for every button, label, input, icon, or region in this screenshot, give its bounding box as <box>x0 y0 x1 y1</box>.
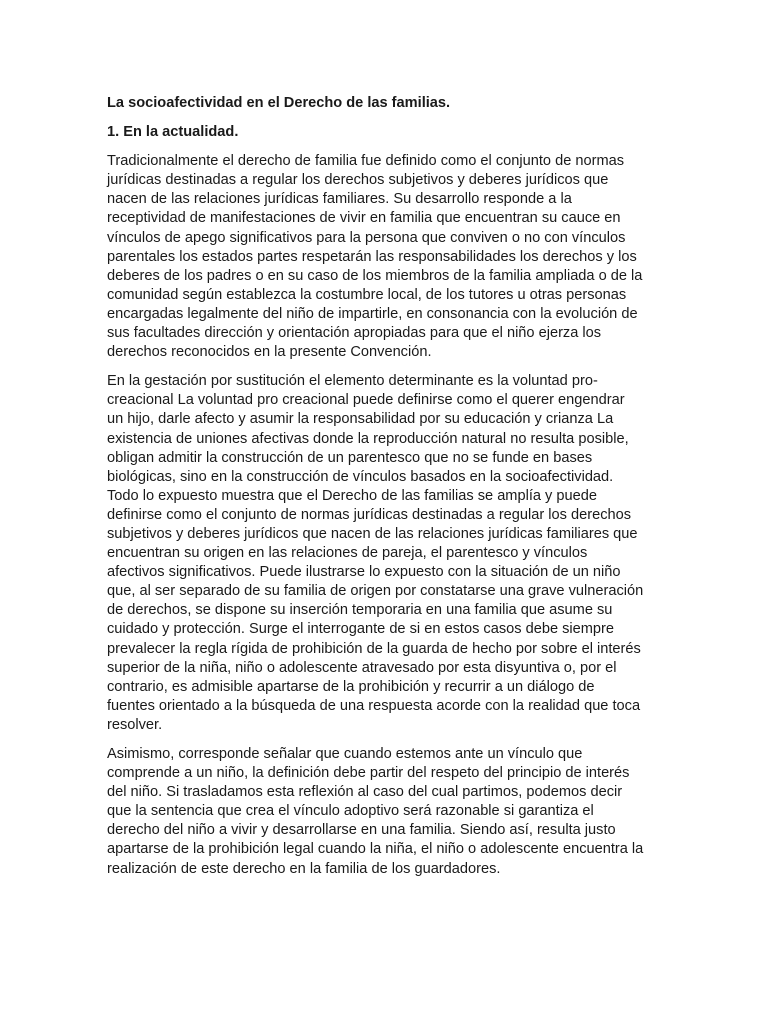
paragraph <box>107 745 663 879</box>
paragraph-line: sus facultades dirección y orientación apropiadas para que el niño ejerza los <box>107 325 602 342</box>
paragraph-line: que, al ser separado de su familia de origen por constatarse una grave vulneración <box>107 583 644 600</box>
paragraph-line: receptividad de manifestaciones de vivir en familia que encuentran su cauce en <box>107 210 621 227</box>
paragraph-line: Todo lo expuesto muestra que el Derecho de las familias se amplía y puede <box>107 487 597 504</box>
paragraph-line: comunidad según establezca la costumbre local, de los tutores u otras personas <box>107 286 627 303</box>
paragraph-line: definirse como el conjunto de normas jurídicas destinadas a regular los derechos <box>107 506 632 523</box>
paragraph-line: parentales los estados partes respetarán las responsabilidades los derechos y los <box>107 248 637 265</box>
paragraph-line: biológicas, sino en la construcción de vínculos basados en la socioafectividad. <box>107 468 614 485</box>
paragraph <box>107 152 663 362</box>
paragraph-line: existencia de uniones afectivas donde la reproducción natural no resulta posible, <box>107 430 629 447</box>
paragraph-line: del niño. Si trasladamos esta reflexión al caso del cual partimos, podemos decir <box>107 784 623 801</box>
document-body <box>107 152 663 878</box>
paragraph-line: derecho del niño a vivir y desarrollarse en una familia. Siendo así, resulta justo <box>107 822 616 839</box>
paragraph-line: derechos reconocidos en la presente Convención. <box>107 344 432 361</box>
paragraph-line: resolver. <box>107 716 163 733</box>
paragraph-line: cuidado y protección. Surge el interrogante de si en estos casos debe siempre <box>107 621 615 638</box>
paragraph-line: que la sentencia que crea el vínculo adoptivo será razonable si garantiza el <box>107 803 594 820</box>
paragraph <box>107 372 663 735</box>
paragraph-line: Asimismo, corresponde señalar que cuando estemos ante un vínculo que <box>107 746 583 762</box>
paragraph-line: obligan admitir la construcción de un parentesco que no se funde en bases <box>107 449 593 466</box>
paragraph-line: En la gestación por sustitución el elemento determinante es la voluntad pro- <box>107 373 598 390</box>
document-page <box>107 94 663 889</box>
document-title: La socioafectividad en el Derecho de las familias. <box>107 95 451 111</box>
paragraph-line: subjetivos y deberes jurídicos que nacen de las relaciones jurídicas familiares que <box>107 525 638 542</box>
section-heading: 1. En la actualidad. <box>107 124 239 141</box>
paragraph-line: encargadas legalmente del niño de impartirle, en consonancia con la evolución de <box>107 305 638 322</box>
paragraph-line: de derechos, se dispone su inserción temporaria en una familia que asume su <box>107 602 613 619</box>
paragraph-line: contrario, es admisible apartarse de la prohibición y recurrir a un diálogo de <box>107 678 595 695</box>
paragraph-line: un hijo, darle afecto y asumir la responsabilidad por su educación y crianza La <box>107 411 614 428</box>
paragraph-line: creacional La voluntad pro creacional puede definirse como el querer engendrar <box>107 392 625 409</box>
paragraph-line: realización de este derecho en la familia de los guardadores. <box>107 860 501 877</box>
paragraph-line: afectivos significativos. Puede ilustrarse lo expuesto con la situación de un niño <box>107 564 621 581</box>
paragraph-line: jurídicas destinadas a regular los derechos subjetivos y deberes jurídicos que <box>107 172 609 189</box>
paragraph-line: fuentes orientado a la búsqueda de una respuesta acorde con la realidad que toca <box>107 697 641 714</box>
paragraph-line: deberes de los padres o en su caso de los miembros de la familia ampliada o de la <box>107 267 643 284</box>
paragraph-line: nacen de las relaciones jurídicas familiares. Su desarrollo responde a la <box>107 191 572 208</box>
paragraph-line: encuentran su origen en las relaciones de pareja, el parentesco y vínculos <box>107 545 588 562</box>
paragraph-line: vínculos de apego significativos para la persona que conviven o no con vínculos <box>107 229 626 246</box>
paragraph-line: apartarse de la prohibición legal cuando la niña, el niño o adolescente encuentra la <box>107 841 644 858</box>
paragraph-line: comprende a un niño, la definición debe partir del respeto del principio de interés <box>107 765 630 782</box>
paragraph-line: superior de la niña, niño o adolescente atravesado por esta disyuntiva o, por el <box>107 659 617 676</box>
paragraph-line: Tradicionalmente el derecho de familia fue definido como el conjunto de normas <box>107 153 625 170</box>
paragraph-line: prevalecer la regla rígida de prohibición de la guarda de hecho por sobre el interés <box>107 640 641 657</box>
